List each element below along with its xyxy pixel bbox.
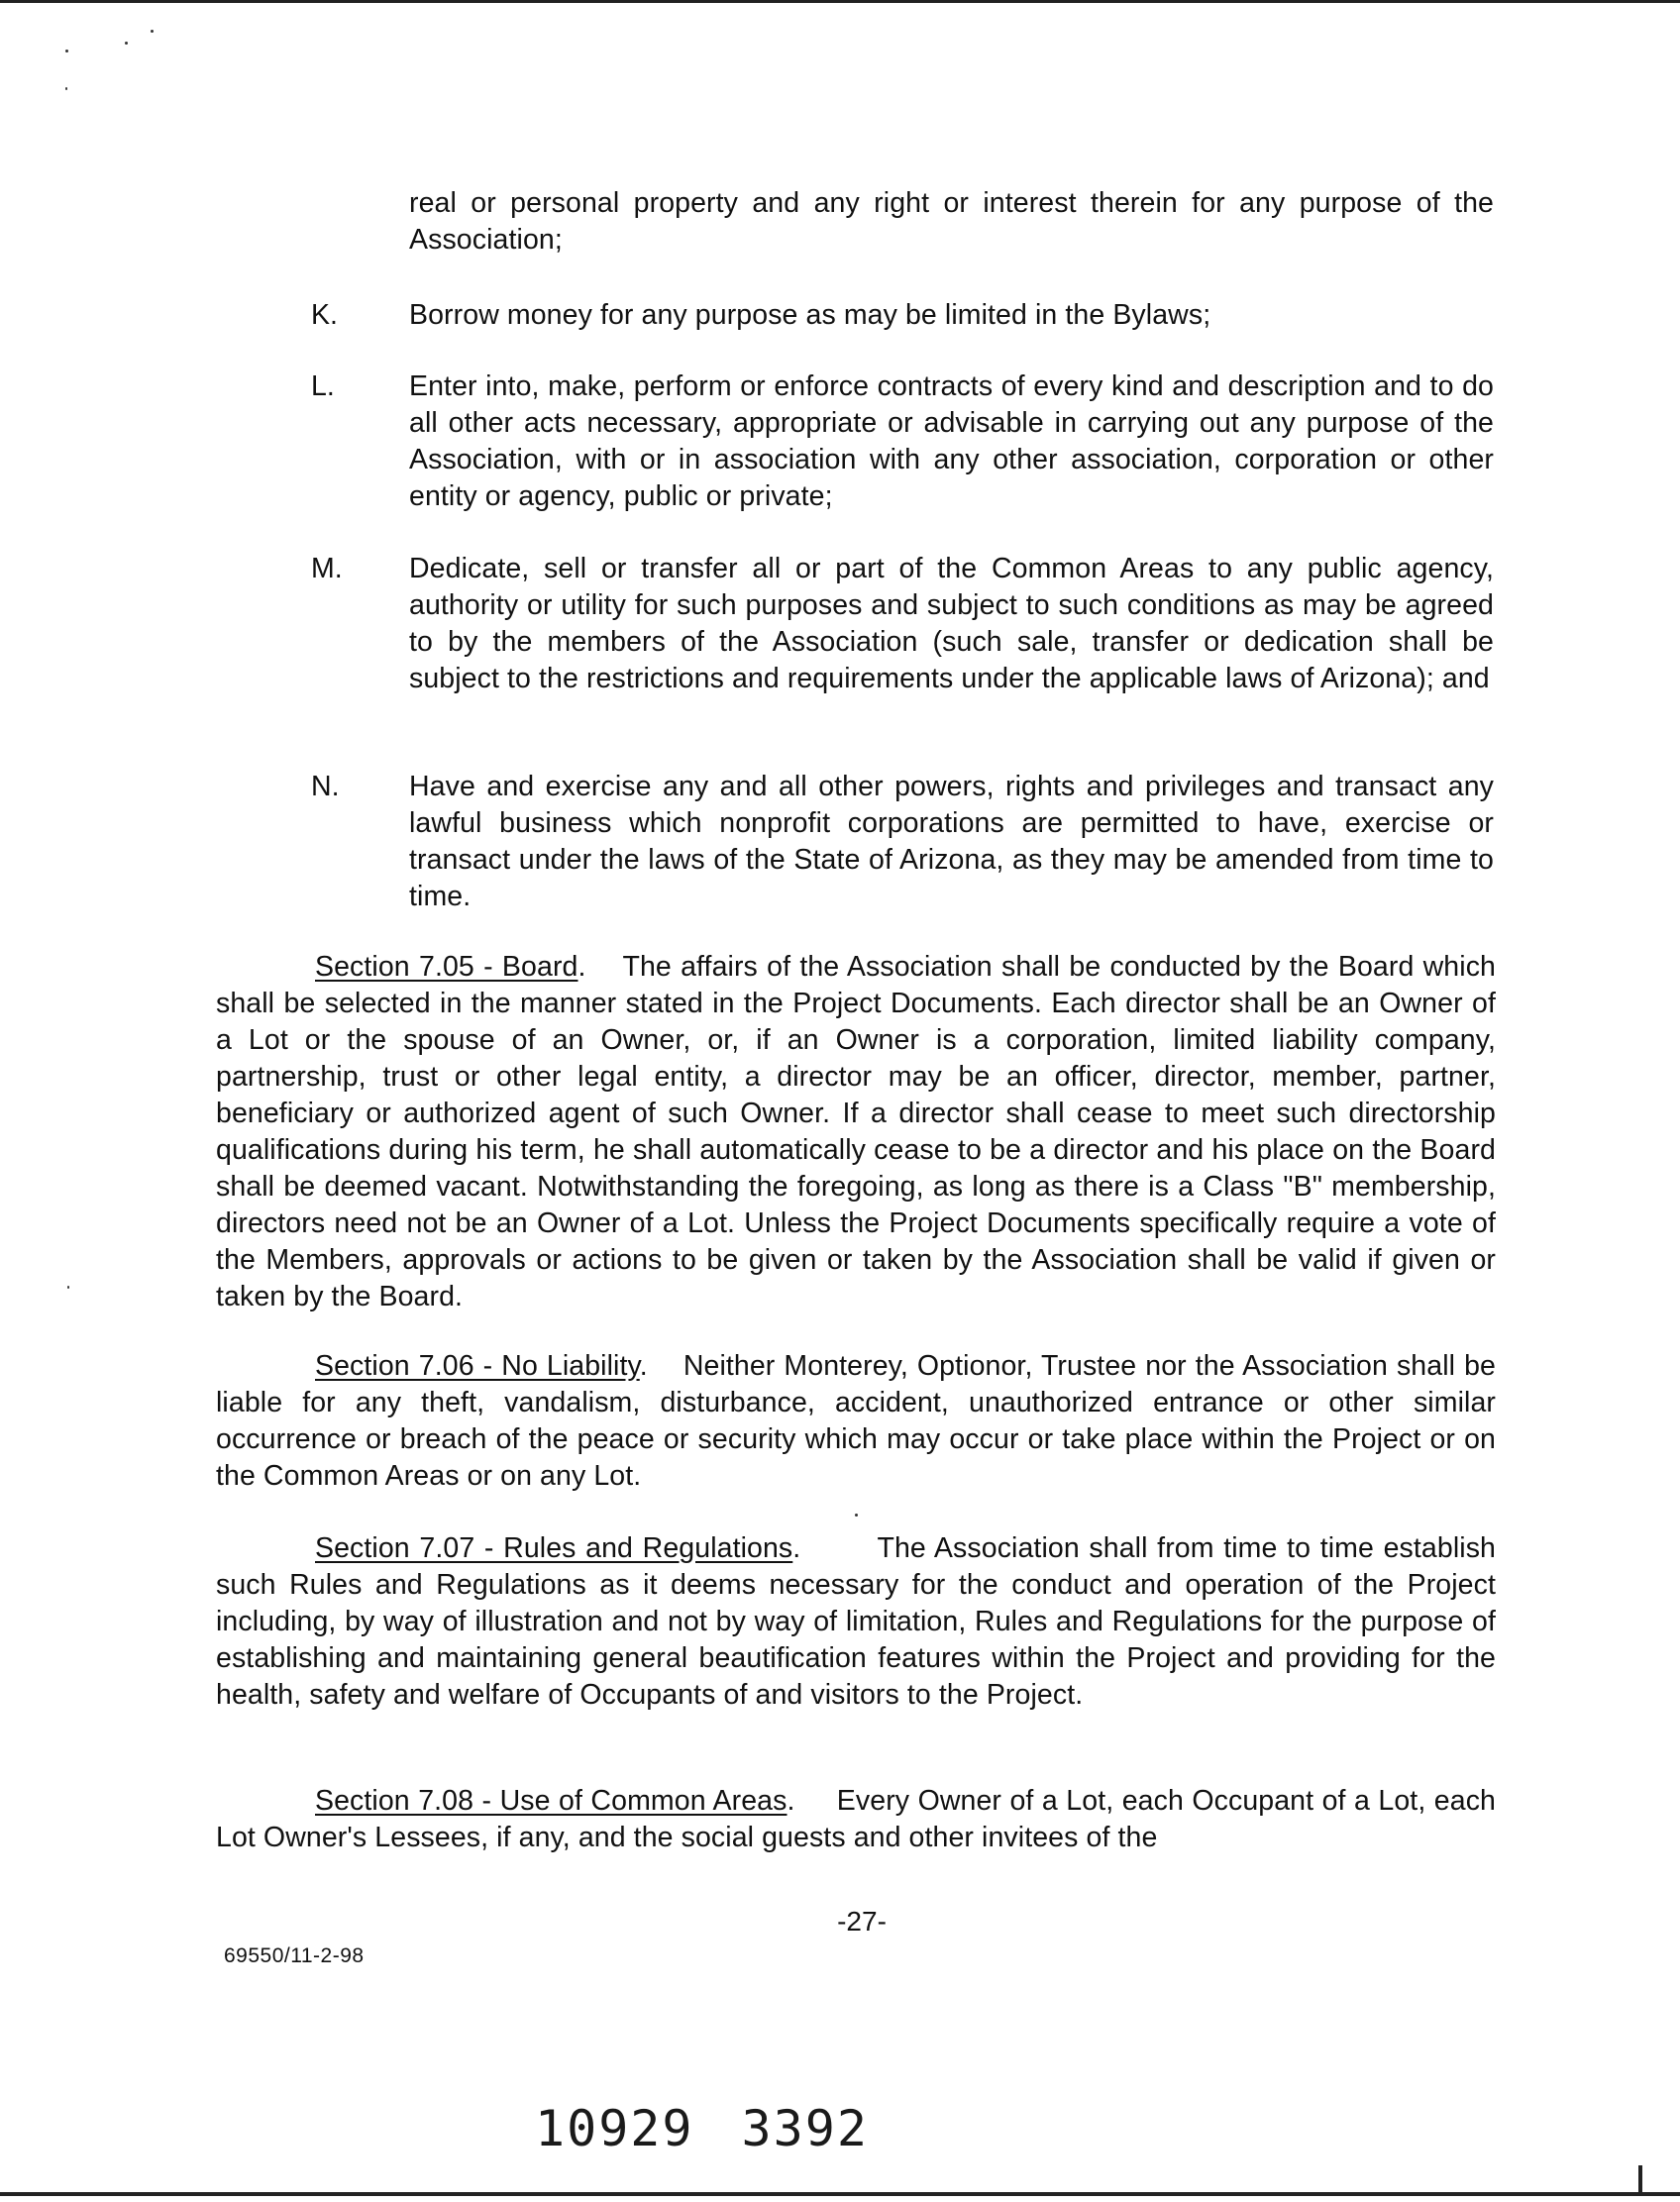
- section-heading: Section 7.07 - Rules and Regulations: [315, 1532, 793, 1564]
- section-7-08: Section 7.08 - Use of Common Areas. Every Owner of a Lot, each Occupant of a Lot, each Lot Owner's Lessees, if any, and the social guests and other invitees of the: [216, 1785, 1497, 1853]
- recording-stamp: [535, 2100, 869, 2157]
- section-7-06: Section 7.06 - No Liability. Neither Monterey, Optionor, Trustee nor the Association shall be liable for any theft, vandalism, disturbance, accident, unauthorized entrance or other similar occurrence or breach of the peace or security which may occur or take place within the Project or on the Common Areas or on any Lot.: [216, 1350, 1496, 1492]
- section-7-05: Section 7.05 - Board. The affairs of the Association shall be conducted by the Board which shall be selected in the manner stated in the Project Documents. Each director shall be an Owner of a Lot or the spouse of an Owner, or, if an Owner is a corporation, limited liability company, partnership, trust or other legal entity, a director may be an officer, director, member, partner, beneficiary or authorized agent of such Owner. If a director shall cease to meet such directorship qualifications during his term, he shall automatically cease to be a director and his place on the Board shall be deemed vacant. Notwithstanding the foregoing, as long as there is a Class "B" membership, directors need not be an Owner of a Lot. Unless the Project Documents specifically require a vote of the Members, approvals or actions to be given or taken by the Association shall be valid if given or taken by the Board.: [216, 951, 1496, 1312]
- scan-speck: [65, 50, 68, 52]
- recording-book: 10929: [535, 2100, 694, 2157]
- section-heading: Section 7.08 - Use of Common Areas: [315, 1785, 788, 1817]
- section-body: The Association shall from time to time establish such Rules and Regulations as it deems necessary for the conduct and operation of the Project including, by way of illustration and not by way of limitation, Rules and Regulations for the purpose of establishing and maintaining general beautification features within the Project and providing for the health, safety and welfare of Occupants of and visitors to the Project.: [216, 1532, 1496, 1711]
- document-id: 69550/11-2-98: [224, 1944, 365, 1967]
- section-body: Every Owner of a Lot, each Occupant of a Lot, each Lot Owner's Lessees, if any, and the social guests and other invitees of the: [216, 1785, 1497, 1853]
- scan-speck: [125, 42, 128, 45]
- scan-speck: [65, 87, 67, 90]
- item-text: Dedicate, sell or transfer all or part of the Common Areas to any public agency, authority or utility for such purposes and subject to such conditions as may be agreed to by the members of the Association (such sale, transfer or dedication shall be subject to the restrictions and requirements under the applicable laws of Arizona); and: [409, 553, 1494, 694]
- item-text: Borrow money for any purpose as may be limited in the Bylaws;: [409, 299, 1211, 331]
- scan-speck: [151, 30, 154, 33]
- item-text: Enter into, make, perform or enforce contracts of every kind and description and to do all other acts necessary, appropriate or advisable in carrying out any purpose of the Association, with or in association with any other association, corporation or other entity or agency, public or private;: [409, 370, 1494, 512]
- scan-speck: [855, 1514, 858, 1517]
- bottom-rule: [0, 2192, 1680, 2196]
- continuation-paragraph: real or personal property and any right or interest therein for any purpose of the Association;: [409, 187, 1494, 256]
- top-rule: [0, 0, 1680, 3]
- item-letter: M.: [311, 553, 343, 584]
- section-body: The affairs of the Association shall be conducted by the Board which shall be selected in the manner stated in the Project Documents. Each director shall be an Owner of a Lot or the spouse of an Owner, or, if an Owner is a corporation, limited liability company, partnership, trust or other legal entity, a director may be an officer, director, member, partner, beneficiary or authorized agent of such Owner. If a director shall cease to meet such directorship qualifications during his term, he shall automatically cease to be a director and his place on the Board shall be deemed vacant. Notwithstanding the foregoing, as long as there is a Class "B" membership, directors need not be an Owner of a Lot. Unless the Project Documents specifically require a vote of the Members, approvals or actions to be given or taken by the Association shall be valid if given or taken by the Board.: [216, 951, 1496, 1312]
- section-heading: Section 7.06 - No Liability: [315, 1350, 640, 1382]
- item-text: Have and exercise any and all other powers, rights and privileges and transact any lawful business which nonprofit corporations are permitted to have, exercise or transact under the laws of the State of Arizona, as they may be amended from time to time.: [409, 771, 1494, 912]
- section-body: Neither Monterey, Optionor, Trustee nor the Association shall be liable for any theft, vandalism, disturbance, accident, unauthorized entrance or other similar occurrence or breach of the peace or security which may occur or take place within the Project or on the Common Areas or on any Lot.: [216, 1350, 1496, 1492]
- item-letter: L.: [311, 370, 335, 402]
- bottom-tick: [1638, 2165, 1642, 2195]
- section-7-07: Section 7.07 - Rules and Regulations. The Association shall from time to time establish such Rules and Regulations as it deems necessary for the conduct and operation of the Project including, by way of illustration and not by way of limitation, Rules and Regulations for the purpose of establishing and maintaining general beautification features within the Project and providing for the health, safety and welfare of Occupants of and visitors to the Project.: [216, 1532, 1496, 1711]
- section-heading: Section 7.05 - Board: [315, 951, 578, 983]
- item-letter: N.: [311, 771, 340, 802]
- item-letter: K.: [311, 299, 338, 331]
- scan-speck: [67, 1286, 69, 1289]
- recording-page: 3392: [741, 2100, 869, 2157]
- page-number: -27-: [837, 1906, 887, 1937]
